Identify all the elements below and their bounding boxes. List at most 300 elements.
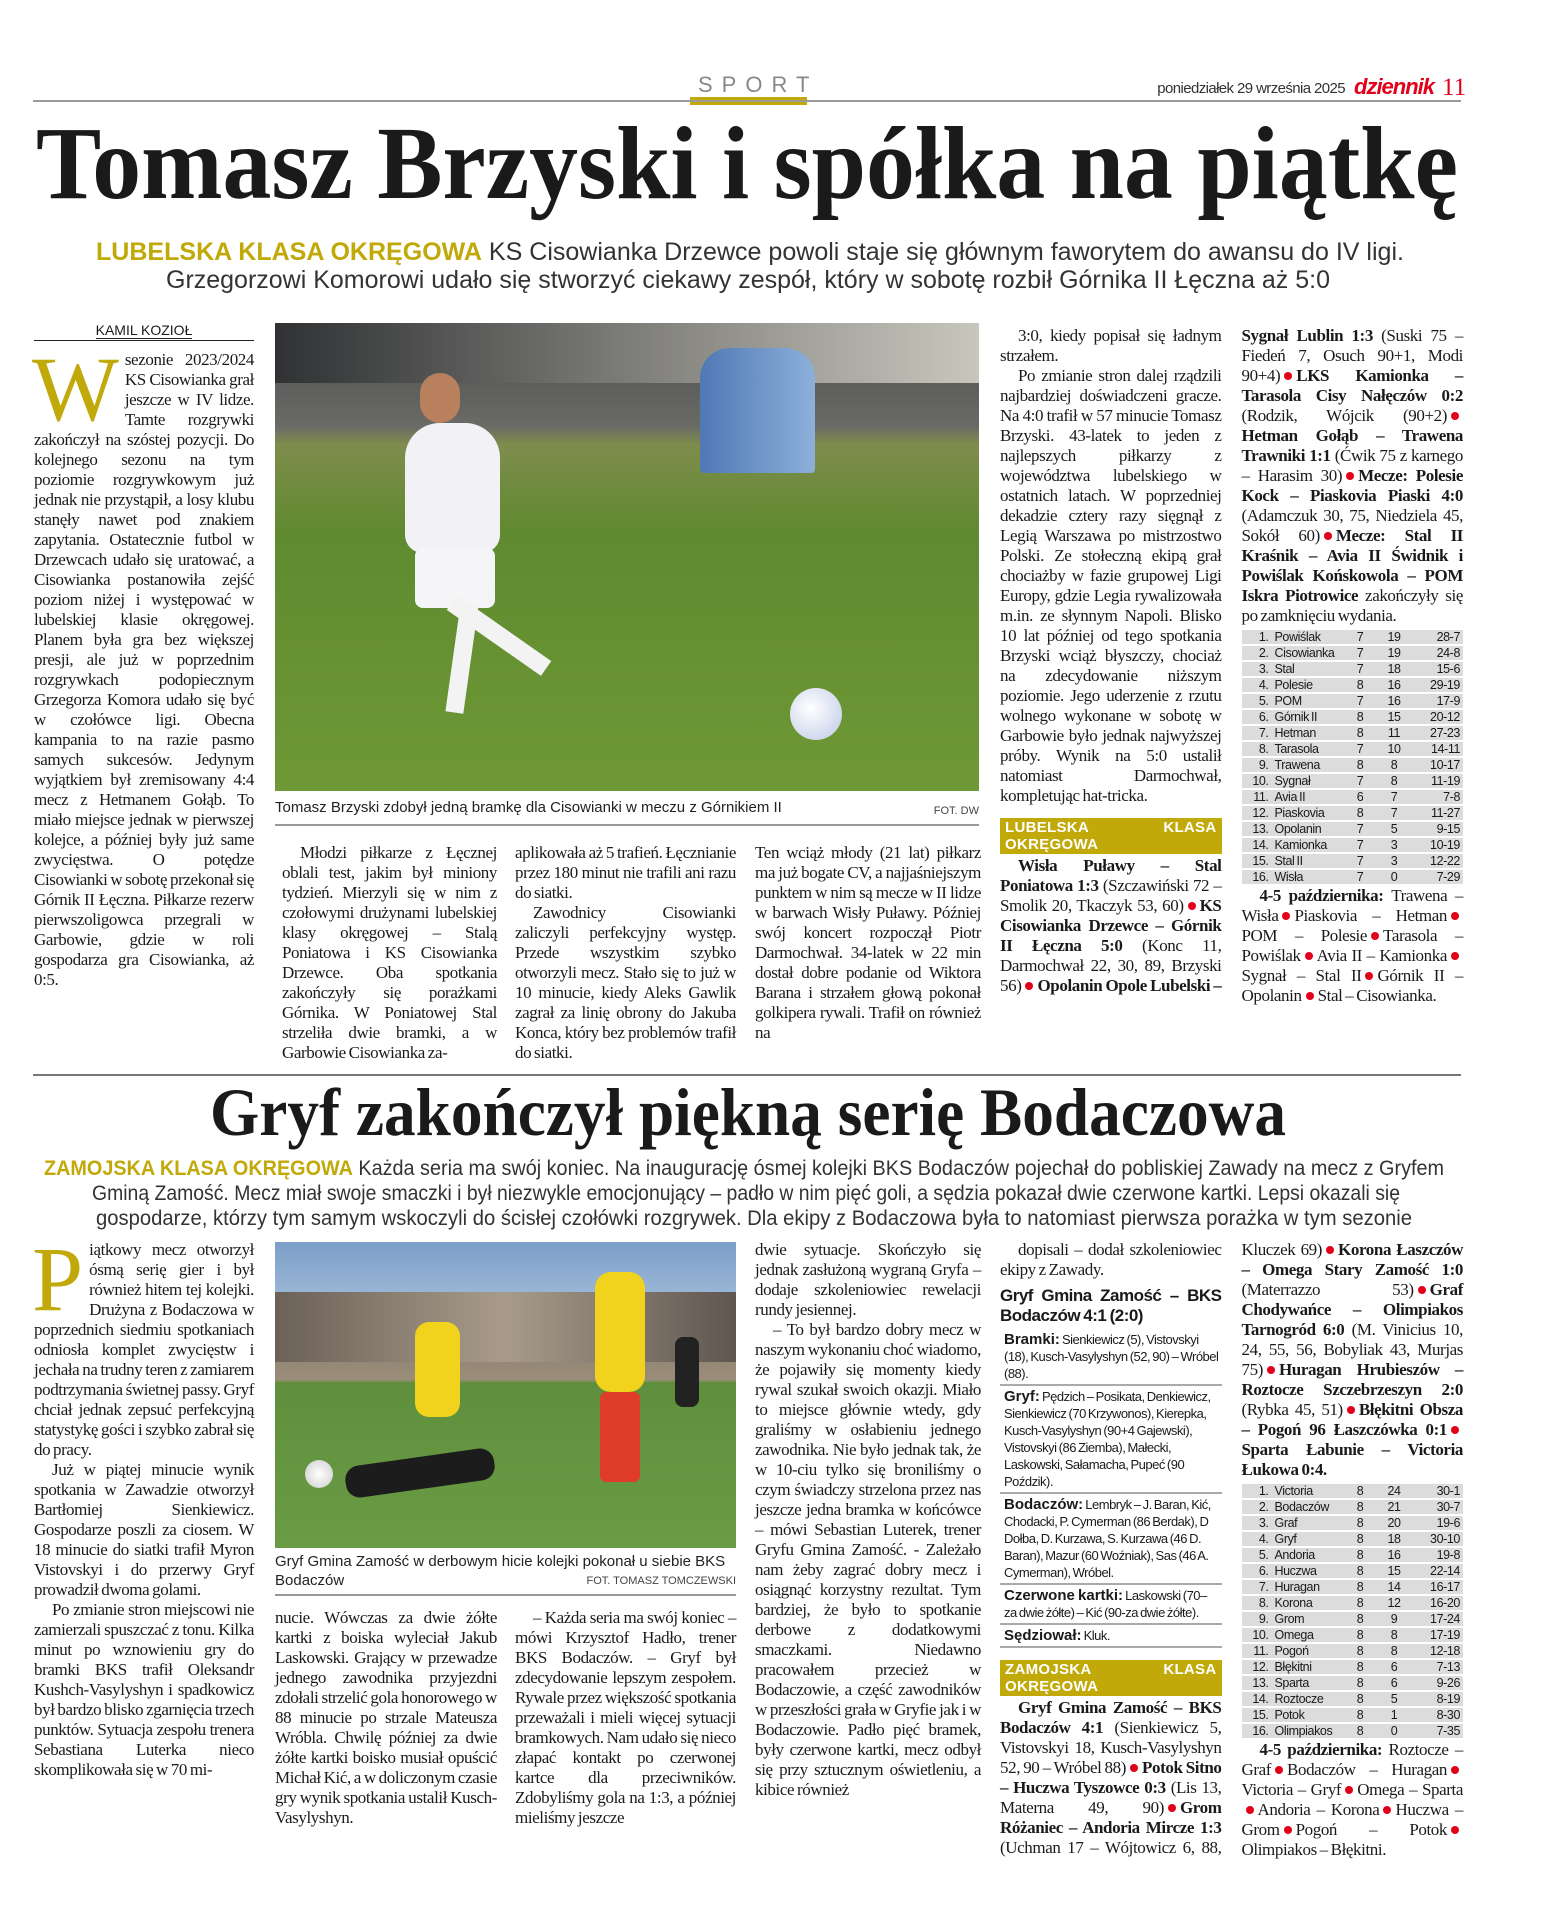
table-cell-team-name: Hetman — [1272, 726, 1344, 740]
article1-column-4 — [755, 843, 981, 1043]
article1-dropcap: W — [32, 338, 119, 440]
table-cell-goals: 10-17 — [1411, 758, 1463, 772]
article1-column-1 — [32, 338, 254, 990]
table-cell-points: 18 — [1377, 1532, 1411, 1546]
table-cell-goals: 16-17 — [1411, 1580, 1463, 1594]
table-row — [1242, 662, 1464, 676]
table-cell-points: 11 — [1377, 726, 1411, 740]
table-cell-matches-played: 8 — [1343, 710, 1377, 724]
table-cell-team-name: Graf — [1272, 1516, 1344, 1530]
table-cell-points: 15 — [1377, 710, 1411, 724]
match-summary-label: Gryf: — [1004, 1388, 1040, 1405]
article1-paragraph: aplikowała aż 5 trafień. Łęcznianie przez 180 minut nie trafili ani razu do siatki. — [515, 843, 736, 902]
table-cell-team-name: Stal II — [1272, 854, 1344, 868]
bullet-icon — [1451, 1826, 1459, 1834]
article1-paragraph: Ten wciąż młody (21 lat) piłkarz ma już bogate CV, a najjaśniejszym punktem w nim są mecze w II lidze w barwach Wisły Puławy. Później swój koncert rozpoczął Piotr Darmochwał. 34-latek w 22 min dostał dobre podanie od Wiktora Barana i strzałem głową pokonał golkipera rywali. Trafił on również na — [755, 843, 981, 1042]
table-cell-matches-played: 8 — [1343, 1644, 1377, 1658]
bullet-icon — [1246, 1806, 1254, 1814]
table-cell-goals: 19-8 — [1411, 1548, 1463, 1562]
table-cell-position: 16. — [1242, 870, 1272, 884]
match-summary-value: Kluk. — [1081, 1628, 1111, 1643]
table-cell-position: 15. — [1242, 854, 1272, 868]
table-cell-goals: 11-19 — [1411, 774, 1463, 788]
table-cell-team-name: Kamionka — [1272, 838, 1344, 852]
article1-paragraph: sezonie 2023/2024 KS Cisowianka grał jeszcze w IV lidze. Tamte rozgrywki zakończył na szóstej pozycji. Do kolejnego sezonu na tym poziomie rozgrywkowym już jednak nie przystąpił, a losy klubu stanęły nawet pod znakiem zapytania. Ostatecznie futbol w Drzewcach udało się uratować, a Cisowianka postanowiła zejść poziom niżej i występować w lubelskiej klasie okręgowej. Planem była gra bez większej presji, ale już w poprzednim rozgrywkach podopiecznym Grzegorza Komora udało się być w czołówce ligi. Obecna kampania to na razie pasmo samych sukcesów. Jedynym wyjątkiem był zremisowany 4:4 mecz z Hetmanem Gołąb. To miało miejsce jednak w pierwszej kolejce, a później były już same zwycięstwa. O potędze Cisowianki w sobotę przekonał się Górnik II Łęczna. Piłkarze rezerw pierwszoligowca przegrali w Garbowie, gdzie w roli gospodarza gra Cisowianka, aż 0:5. — [34, 350, 254, 989]
table-cell-matches-played: 8 — [1343, 1612, 1377, 1626]
article1-paragraph: Po zmianie stron dalej rządzili najbardziej doświadczeni gracze. Na 4:0 trafił w 57 minucie Tomasz Brzyski. 43-latek to jeden z najlepszych piłkarzy z województwa lubelskiego w ostatnich latach. W poprzedniej dekadzie cztery razy sięgnął z Legią Warszawa po mistrzostwo Polski. Ze stołeczną ekipą grał chociażby w fazie grupowej Ligi Europy, gdzie Legia rywalizowała m.in. ze słynnym Napoli. Blisko 10 lat później od tego spotkania Brzyski wciąż błyszczy, chociaż na zdecydowanie niższym poziomie. Jego uderzenie z rzutu wolnego wykonane w sobotę w Garbowie było jednak najwyższej próby. Wynik na 5:0 ustalił natomiast Darmochwał, kompletując hat-tricka. — [1000, 366, 1222, 805]
table-row — [1242, 1484, 1464, 1498]
table-cell-team-name: Andoria — [1272, 1548, 1344, 1562]
match-teams-score: Sparta Łabunie – Victoria Łukowa 0:4. — [1241, 1440, 1463, 1479]
article1-paragraph: Młodzi piłkarze z Łęcznej oblali test, jakim był miniony tydzień. Mierzyli się w nim z czołowymi drużynami lubelskiej klasy okręgowej – Stalą Poniatowa i KS Cisowianka Drzewce. Oba spotkania zakończyły się porażkami Górnika. W Poniatowej Stal strzeliła dwie bramki, a w Garbowie Cisowianka za- — [282, 843, 497, 1062]
table-cell-team-name: Piaskovia — [1272, 806, 1344, 820]
bullet-icon — [1282, 912, 1290, 920]
match-summary-row — [1000, 1386, 1222, 1494]
bullet-icon — [1418, 1286, 1426, 1294]
table-cell-team-name: Trawena — [1272, 758, 1344, 772]
bullet-icon — [1324, 532, 1332, 540]
match-summary-label: Bramki: — [1004, 1331, 1060, 1348]
article2-photo — [275, 1242, 736, 1548]
table-cell-matches-played: 8 — [1343, 1692, 1377, 1706]
bullet-icon — [1346, 472, 1354, 480]
fixtures-list — [1242, 886, 1464, 1006]
table-cell-goals: 30-1 — [1411, 1484, 1463, 1498]
table-row — [1242, 710, 1464, 724]
table-cell-matches-played: 7 — [1343, 630, 1377, 644]
match-scorers: (Lis 13, Materna 49, 90) — [1000, 1778, 1222, 1817]
table-row — [1242, 1564, 1464, 1578]
match-teams-score: Mecze: Stal II Kraśnik – Avia II Świdnik i Powiślak Końskowola – POM Iskra Piotrowice — [1241, 526, 1463, 605]
photo-background-building — [275, 1292, 736, 1362]
bullet-icon — [1451, 1766, 1459, 1774]
table-cell-goals: 7-35 — [1411, 1724, 1463, 1738]
article1-sidebar-columns — [1000, 326, 1463, 1006]
section-label: SPORT — [698, 72, 819, 97]
bullet-icon — [1347, 1406, 1355, 1414]
article2-column-1 — [32, 1228, 254, 1780]
match-scorers: (Adamczuk 30, 75, Niedziela 45, Sokół 60) — [1241, 506, 1463, 545]
table-cell-team-name: Huczwa — [1272, 1564, 1344, 1578]
match-summary-box — [1000, 1286, 1222, 1648]
table-row — [1242, 1676, 1464, 1690]
table-row — [1242, 790, 1464, 804]
bullet-icon — [1284, 1826, 1292, 1834]
table-cell-team-name: Victoria — [1272, 1484, 1344, 1498]
table-row — [1242, 838, 1464, 852]
table-row — [1242, 1548, 1464, 1562]
fixtures-label: 4-5 października: — [1259, 1740, 1389, 1759]
article2-paragraph: dopisali – dodał szkoleniowiec ekipy z Zawady. — [1000, 1240, 1222, 1279]
table-cell-points: 0 — [1377, 1724, 1411, 1738]
table-cell-goals: 28-7 — [1411, 630, 1463, 644]
table-cell-goals: 8-19 — [1411, 1692, 1463, 1706]
league-label: LUBELSKA KLASA OKRĘGOWA — [1000, 818, 1222, 854]
match-summary-row — [1000, 1494, 1222, 1585]
table-cell-team-name: Sygnał — [1272, 774, 1344, 788]
article2-paragraph: nucie. Wówczas za dwie żółte kartki z boiska wyleciał Jakub Laskowski. Grający w przewadze jednego zawodnika przyjezdni zdołali strzelić gola honorowego w 88 minucie po strzale Mateusza Wróbla. Chwilę później za dwie żółte kartki boisko musiał opuścić Michał Kić, a w doliczonym czasie gry wynik spotkania ustalił Kusch-Vasylyshyn. — [275, 1608, 497, 1827]
table-cell-points: 8 — [1377, 758, 1411, 772]
bullet-icon — [1345, 1786, 1353, 1794]
bullet-icon — [1326, 1246, 1334, 1254]
table-row — [1242, 726, 1464, 740]
article2-dropcap: P — [32, 1228, 84, 1330]
bullet-icon — [1284, 372, 1292, 380]
table-cell-position: 6. — [1242, 710, 1272, 724]
table-cell-team-name: Huragan — [1272, 1580, 1344, 1594]
table-cell-goals: 30-7 — [1411, 1500, 1463, 1514]
table-cell-position: 9. — [1242, 758, 1272, 772]
table-cell-points: 10 — [1377, 742, 1411, 756]
table-cell-team-name: Bodaczów — [1272, 1500, 1344, 1514]
table-row — [1242, 1644, 1464, 1658]
match-teams-score: KS Cisowianka Drzewce – Górnik II Łęczna 5:0 — [1000, 896, 1222, 955]
bullet-icon — [1365, 972, 1373, 980]
table-cell-matches-played: 7 — [1343, 742, 1377, 756]
table-cell-matches-played: 8 — [1343, 1676, 1377, 1690]
photo-credit: FOT. DW — [933, 805, 979, 817]
article1-paragraph: Zawodnicy Cisowianki zaliczyli perfekcyjny występ. Przede wszystkim szybko otworzyli mecz. Stało się to już w 10 minucie, kiedy Aleks Gawlik zagrał za linię obrony do Jakuba Konca, który bez problemów trafił do siatki. — [515, 903, 736, 1062]
fixture: Tarasola – Powiślak — [1241, 926, 1463, 965]
table-cell-matches-played: 7 — [1343, 694, 1377, 708]
table-cell-team-name: Pogoń — [1272, 1644, 1344, 1658]
table-cell-matches-played: 8 — [1343, 806, 1377, 820]
table-cell-points: 16 — [1377, 678, 1411, 692]
table-cell-team-name: Grom — [1272, 1612, 1344, 1626]
table-cell-position: 4. — [1242, 1532, 1272, 1546]
table-cell-position: 5. — [1242, 1548, 1272, 1562]
table-cell-points: 8 — [1377, 1628, 1411, 1642]
table-cell-team-name: Gryf — [1272, 1532, 1344, 1546]
article2-paragraph: Już w piątej minucie wynik spotkania w Zawadzie otworzył Bartłomiej Sienkiewicz. Gospodarze poszli za ciosem. W 18 minucie do siatki trafił Myron Vistovskyi i do przerwy Gryf prowadził dwoma golami. — [34, 1460, 254, 1599]
issue-date: poniedziałek 29 września 2025 — [1157, 80, 1345, 97]
table-cell-points: 12 — [1377, 1596, 1411, 1610]
table-cell-position: 15. — [1242, 1708, 1272, 1722]
table-cell-matches-played: 8 — [1343, 1660, 1377, 1674]
bullet-icon — [1306, 992, 1314, 1000]
article1-deck-label: LUBELSKA KLASA OKRĘGOWA — [96, 238, 482, 266]
fixture: Huczwa – Grom — [1241, 1800, 1463, 1839]
league-table — [1242, 628, 1464, 886]
table-cell-matches-played: 8 — [1343, 1548, 1377, 1562]
table-cell-points: 19 — [1377, 630, 1411, 644]
match-teams-score: Korona Łaszczów – Omega Stary Zamość 1:0 — [1241, 1240, 1463, 1279]
article2-deck-label: ZAMOJSKA KLASA OKRĘGOWA — [44, 1157, 372, 1180]
table-cell-position: 12. — [1242, 806, 1272, 820]
player-yellow-kit — [415, 1322, 460, 1417]
bullet-icon — [1305, 952, 1313, 960]
match-scorers: (M. Vinicius 10, 24, 55, 56, Bobyliak 43, Murjas 75) — [1241, 1320, 1463, 1379]
match-teams-score: Grom Różaniec – Andoria Mircze 1:3 — [1000, 1798, 1222, 1837]
table-cell-matches-played: 8 — [1343, 1580, 1377, 1594]
article2-sidebar-columns — [1000, 1240, 1463, 1860]
fixture: Trawena – Wisła — [1241, 886, 1464, 925]
table-cell-team-name: Avia II — [1272, 790, 1344, 804]
table-cell-position: 4. — [1242, 678, 1272, 692]
table-row — [1242, 646, 1464, 660]
article2-deck-line2: Gminą Zamość. Mecz miał swoje smaczki i był niezwykle emocjonujący – padło w nim pięć goli, a sędzia pokazał dwie czerwone kartki. Lepsi okazali się — [92, 1182, 1400, 1205]
article2-paragraph: Po zmianie stron miejscowi nie zamierzali spuszczać z tonu. Kilka minut po wznowieniu gry do bramki BKS trafił Oleksandr Kushch-Vasylyshyn i spadkowicz był bardzo blisko zgarnięcia trzech punktów. Sytuacja zespołu trenera Sebastiana Luterka nieco skomplikowała się w 70 mi- — [34, 1600, 254, 1779]
fixture: Andoria – Korona — [1257, 1800, 1380, 1819]
table-cell-position: 2. — [1242, 646, 1272, 660]
table-row — [1242, 1692, 1464, 1706]
table-cell-goals: 7-8 — [1411, 790, 1463, 804]
newspaper-logo: dziennik — [1354, 74, 1435, 99]
match-summary-row — [1000, 1585, 1222, 1625]
player-head — [420, 373, 460, 423]
table-cell-matches-played: 7 — [1343, 774, 1377, 788]
fixtures-list — [1242, 1740, 1464, 1860]
league-table — [1242, 1482, 1464, 1740]
bullet-icon — [1025, 982, 1033, 990]
match-summary-row — [1000, 1625, 1222, 1648]
table-cell-position: 16. — [1242, 1724, 1272, 1738]
table-cell-team-name: Tarasola — [1272, 742, 1344, 756]
table-cell-points: 19 — [1377, 646, 1411, 660]
table-cell-points: 15 — [1377, 1564, 1411, 1578]
table-cell-position: 3. — [1242, 662, 1272, 676]
table-cell-matches-played: 8 — [1343, 1596, 1377, 1610]
table-cell-goals: 29-19 — [1411, 678, 1463, 692]
match-teams-score: Hetman Gołąb – Trawena Trawniki 1:1 — [1241, 426, 1463, 465]
bullet-icon — [1451, 412, 1459, 420]
fixture: Górnik II – Opolanin — [1241, 966, 1463, 1005]
table-cell-position: 3. — [1242, 1516, 1272, 1530]
bullet-icon — [1275, 1766, 1283, 1774]
table-cell-points: 6 — [1377, 1660, 1411, 1674]
table-row — [1242, 1580, 1464, 1594]
table-row — [1242, 1596, 1464, 1610]
table-cell-goals: 17-9 — [1411, 694, 1463, 708]
match-teams-score: Wisła Puławy – Stal Poniatowa 1:3 — [1000, 856, 1222, 895]
match-scorers: zakończyły się po zamknięciu wydania. — [1241, 586, 1463, 625]
match-summary-label: Sędziował: — [1004, 1627, 1082, 1644]
table-cell-position: 9. — [1242, 1612, 1272, 1626]
page-number: 11 — [1442, 74, 1467, 101]
table-cell-position: 10. — [1242, 1628, 1272, 1642]
bullet-icon — [1451, 912, 1459, 920]
article2-paragraph: dwie sytuacje. Skończyło się jednak zasłużoną wygraną Gryfa – dodaje szkoleniowiec rewelacji rundy jesiennej. — [755, 1240, 981, 1319]
table-cell-goals: 12-18 — [1411, 1644, 1463, 1658]
table-cell-goals: 30-10 — [1411, 1532, 1463, 1546]
match-scorers: (Sienkiewicz 5, Vistovskyi 18, Kusch-Vasylyshyn 52, 90 – Wróbel 88) — [1000, 1718, 1222, 1777]
match-scorers: (Uchman 17 – Wójtowicz 6, 88, Kluczek 69) — [1000, 1240, 1323, 1857]
table-cell-matches-played: 8 — [1343, 1500, 1377, 1514]
table-cell-goals: 9-26 — [1411, 1676, 1463, 1690]
table-cell-points: 5 — [1377, 822, 1411, 836]
match-teams-score: Huragan Hrubieszów – Roztocze Szczebrzeszyn 2:0 — [1241, 1360, 1463, 1399]
match-summary-row — [1000, 1329, 1222, 1386]
bullet-icon — [1267, 1366, 1275, 1374]
table-cell-matches-played: 8 — [1343, 1628, 1377, 1642]
table-cell-goals: 8-30 — [1411, 1708, 1463, 1722]
article1-headline: Tomasz Brzyski i spółka na piątkę — [36, 106, 1458, 221]
table-cell-points: 8 — [1377, 1644, 1411, 1658]
table-cell-position: 11. — [1242, 1644, 1272, 1658]
article2-column-4 — [755, 1240, 981, 1800]
table-cell-goals: 12-22 — [1411, 854, 1463, 868]
table-cell-matches-played: 7 — [1343, 822, 1377, 836]
table-row — [1242, 742, 1464, 756]
table-cell-matches-played: 7 — [1343, 870, 1377, 884]
table-cell-position: 7. — [1242, 1580, 1272, 1594]
table-cell-goals: 7-29 — [1411, 870, 1463, 884]
table-cell-matches-played: 7 — [1343, 646, 1377, 660]
match-summary-label: Bodaczów: — [1004, 1496, 1084, 1513]
table-cell-position: 6. — [1242, 1564, 1272, 1578]
table-cell-points: 18 — [1377, 662, 1411, 676]
fixtures-label: 4-5 października: — [1259, 886, 1392, 905]
table-row — [1242, 1500, 1464, 1514]
table-cell-position: 1. — [1242, 630, 1272, 644]
table-cell-team-name: Cisowianka — [1272, 646, 1344, 660]
table-cell-goals: 27-23 — [1411, 726, 1463, 740]
table-row — [1242, 630, 1464, 644]
match-teams-score: Błękitni Obsza – Pogoń 96 Łaszczówka 0:1 — [1241, 1400, 1463, 1439]
table-cell-points: 16 — [1377, 694, 1411, 708]
fixture: Omega – Sparta — [1357, 1780, 1464, 1799]
table-row — [1242, 870, 1464, 884]
table-row — [1242, 678, 1464, 692]
table-cell-points: 7 — [1377, 806, 1411, 820]
table-row — [1242, 758, 1464, 772]
match-scorers: (Rybka 45, 51) — [1241, 1400, 1343, 1419]
table-row — [1242, 1724, 1464, 1738]
article2-paragraph: iątkowy mecz otworzył ósmą serię gier i był również hitem tej kolejki. Drużyna z Bodaczowa w poprzednich siedmiu spotkaniach odniosła komplet zwycięstw i jechała na trudny teren z zamiarem podtrzymania świetnej passy. Gryf chciał jednak zepsuć perfekcyjną statystykę gości i szybko zabrał się do pracy. — [34, 1240, 254, 1459]
fixture: Stal – Cisowianka. — [1317, 986, 1437, 1005]
table-row — [1242, 1708, 1464, 1722]
match-teams-score: Potok Sitno – Huczwa Tyszowce 0:3 — [1000, 1758, 1222, 1797]
table-cell-points: 3 — [1377, 854, 1411, 868]
table-row — [1242, 854, 1464, 868]
article2-deck-line3: gospodarze, którzy tym samym wskoczyli do ścisłej czołówki rozgrywek. Dla ekipy z Bodaczowa była to natomiast pierwsza porażka w tym sezonie — [96, 1207, 1412, 1230]
match-summary-value: Lembryk – J. Baran, Kić, Chodacki, P. Cymerman (86 Berdak), D Dołba, D. Kurzawa, S. Kurzawa (46 D. Baran), Mazur (60 Woźniak), Sas (46 A. Cymerman), Wróbel. — [1004, 1497, 1211, 1580]
table-cell-matches-played: 7 — [1343, 838, 1377, 852]
table-cell-points: 3 — [1377, 838, 1411, 852]
bullet-icon — [1371, 932, 1379, 940]
table-cell-position: 2. — [1242, 1500, 1272, 1514]
table-cell-points: 1 — [1377, 1708, 1411, 1722]
table-cell-position: 13. — [1242, 822, 1272, 836]
table-cell-position: 12. — [1242, 1660, 1272, 1674]
table-cell-matches-played: 8 — [1343, 1564, 1377, 1578]
table-cell-position: 7. — [1242, 726, 1272, 740]
table-cell-matches-played: 8 — [1343, 1708, 1377, 1722]
bullet-icon — [1130, 1764, 1138, 1772]
article2-paragraph: – To był bardzo dobry mecz w naszym wykonaniu choć wiadomo, że pojawiły się momenty kiedy rywal szukał swoich okazji. Miało to miejsce głównie wtedy, gdy graliśmy w osłabieniu jednego zawodnika. Nie było jednak tak, że w 10-ciu tylko się broniliśmy o czym świadczy strzelona przez nas jeszcze jedna bramka w końcówce – mówi Sebastian Luterek, trener Gryfu Gmina Zamość. - Zależało nam żeby zagrać dobry mecz i osiągnąć korzystny rezultat. Tym bardziej, że było to spotkanie derbowe z dodatkowymi smaczkami. Niedawno pracowałem przecież w Bodaczowie, a część zawodników w przeszłości grała w Gryfie jak i w Bodaczowie. Padło pięć bramek, były czerwone kartki, mecz odbył się przy sztucznym oświetleniu, a kibice również — [755, 1320, 981, 1799]
table-cell-team-name: Olimpiakos — [1272, 1724, 1344, 1738]
table-cell-points: 6 — [1377, 1676, 1411, 1690]
article2-headline: Gryf zakończył piękną serię Bodaczowa — [210, 1074, 1286, 1150]
table-cell-team-name: Błękitni — [1272, 1660, 1344, 1674]
table-cell-matches-played: 8 — [1343, 1724, 1377, 1738]
article2-headline-svg — [0, 1070, 1558, 1240]
article2-deck-line1 — [44, 1157, 1510, 1180]
match-teams-score: LKS Kamionka – Tarasola Cisy Nałęczów 0:2 — [1241, 366, 1463, 405]
match-summary-value: Pędzich – Posikata, Denkiewicz, Sienkiewicz (70 Krzywonos), Kierepka, Kusch-Vasylyshyn (90+4 Gajewski), Vistovskyi (86 Ziemba), Małecki, Laskowski, Sałamacha, Pupeć (90 Poździk). — [1004, 1389, 1211, 1489]
match-scorers: (Rodzik, Wójcik (90+2) — [1241, 406, 1447, 425]
table-row — [1242, 822, 1464, 836]
fixture: Pogoń – Potok — [1295, 1820, 1447, 1839]
football — [790, 688, 842, 740]
fixture: Bodaczów – Huragan — [1287, 1760, 1447, 1779]
table-row — [1242, 694, 1464, 708]
table-cell-position: 8. — [1242, 742, 1272, 756]
table-cell-matches-played: 8 — [1343, 678, 1377, 692]
table-cell-goals: 24-8 — [1411, 646, 1463, 660]
table-cell-team-name: Korona — [1272, 1596, 1344, 1610]
match-teams-score: Gryf Gmina Zamość – BKS Bodaczów 4:1 — [1000, 1698, 1222, 1737]
article2-paragraph: – Każda seria ma swój koniec – mówi Krzysztof Hadło, trener BKS Bodaczów. – Gryf był zdecydowanie lepszym zespołem. Rywale przez większość spotkania przeważali i mieli więcej sytuacji bramkowych. Nam udało się nieco złapać kontakt po czerwonej kartce dla przeciwników. Zdobyliśmy gola na 1:3, a później mieliśmy jeszcze — [515, 1608, 736, 1827]
match-teams-score: Opolanin Opole Lubelski – Sygnał Lublin 1:3 — [1037, 326, 1373, 995]
table-cell-team-name: Potok — [1272, 1708, 1344, 1722]
bullet-icon — [1188, 902, 1196, 910]
table-cell-matches-played: 7 — [1343, 854, 1377, 868]
bullet-icon — [1451, 952, 1459, 960]
article1-deck-line2: Grzegorzowi Komorowi udało się stworzyć ciekawy zespół, który w sobotę rozbił Górnika II Łęczna aż 5:0 — [166, 266, 1330, 294]
table-row — [1242, 1612, 1464, 1626]
fixture: Victoria – Gryf — [1241, 1780, 1342, 1799]
table-cell-matches-played: 8 — [1343, 1516, 1377, 1530]
table-cell-position: 8. — [1242, 1596, 1272, 1610]
table-cell-matches-played: 8 — [1343, 726, 1377, 740]
table-row — [1242, 806, 1464, 820]
table-cell-position: 11. — [1242, 790, 1272, 804]
table-cell-team-name: Polesie — [1272, 678, 1344, 692]
fixture: Piaskovia – Hetman — [1294, 906, 1447, 925]
table-cell-goals: 17-19 — [1411, 1628, 1463, 1642]
match-scorers: (Materrazzo 53) — [1241, 1280, 1414, 1299]
bullet-icon — [1451, 1426, 1459, 1434]
match-summary-value: Sienkiewicz (5), Vistovskyi (18), Kusch-Vasylyshyn (52, 90) – Wróbel (88). — [1004, 1332, 1219, 1381]
table-cell-position: 13. — [1242, 1676, 1272, 1690]
table-cell-goals: 19-6 — [1411, 1516, 1463, 1530]
table-cell-points: 5 — [1377, 1692, 1411, 1706]
table-cell-points: 8 — [1377, 774, 1411, 788]
article1-photo-caption — [275, 798, 979, 826]
table-cell-points: 14 — [1377, 1580, 1411, 1594]
article1-deck-text1: KS Cisowianka Drzewce powoli staje się głównym faworytem do awansu do IV ligi. — [481, 238, 1404, 266]
table-cell-points: 24 — [1377, 1484, 1411, 1498]
player-shirt — [405, 423, 500, 553]
table-cell-points: 21 — [1377, 1500, 1411, 1514]
table-cell-goals: 7-13 — [1411, 1660, 1463, 1674]
match-summary-title: Gryf Gmina Zamość – BKS Bodaczów 4:1 (2:0) — [1000, 1286, 1222, 1325]
football — [305, 1460, 333, 1488]
table-cell-matches-played: 8 — [1343, 1484, 1377, 1498]
table-row — [1242, 774, 1464, 788]
table-cell-team-name: Opolanin — [1272, 822, 1344, 836]
caption-text: Tomasz Brzyski zdobył jedną bramkę dla Cisowianki w meczu z Górnikiem II — [275, 799, 782, 816]
player-black-kit — [675, 1337, 699, 1407]
player-red-shorts — [600, 1392, 640, 1482]
article1-photo — [275, 323, 979, 791]
table-cell-goals: 10-19 — [1411, 838, 1463, 852]
match-teams-score: Graf Chodywańce – Olimpiakos Tarnogród 6:0 — [1241, 1280, 1463, 1339]
table-cell-team-name: POM — [1272, 694, 1344, 708]
fixture: Avia II – Kamionka — [1316, 946, 1447, 965]
table-cell-points: 0 — [1377, 870, 1411, 884]
league-label: ZAMOJSKA KLASA OKRĘGOWA — [1000, 1660, 1222, 1696]
table-cell-position: 5. — [1242, 694, 1272, 708]
table-cell-goals: 11-27 — [1411, 806, 1463, 820]
article2-column-2 — [275, 1608, 497, 1828]
fixture: Roztocze – Graf — [1241, 1740, 1463, 1779]
table-cell-team-name: Górnik II — [1272, 710, 1344, 724]
table-cell-points: 7 — [1377, 790, 1411, 804]
article1-paragraph: 3:0, kiedy popisał się ładnym strzałem. — [1000, 326, 1222, 365]
player-black-kit-sliding — [344, 1447, 497, 1500]
